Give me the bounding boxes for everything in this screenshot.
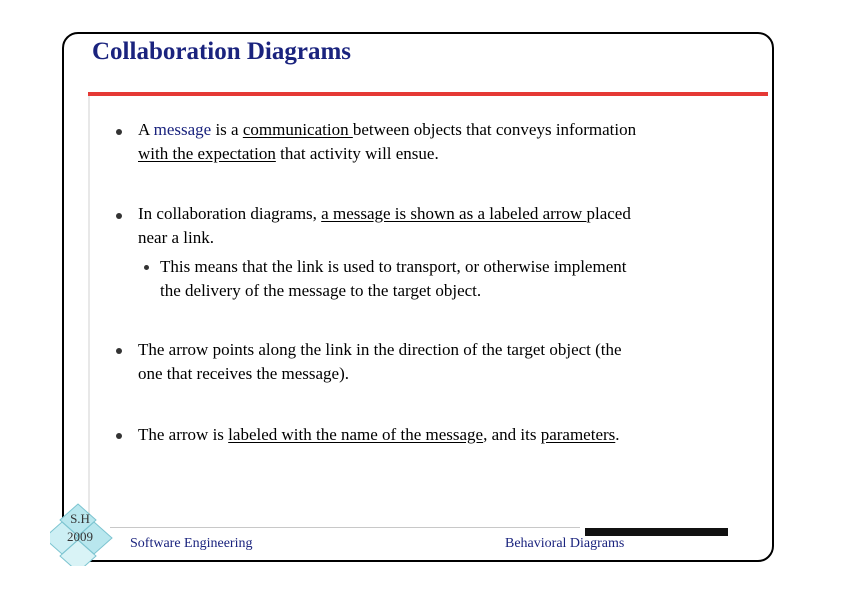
- bullet-arrow-label: [138, 423, 738, 447]
- logo-initials: S.H: [70, 511, 90, 526]
- bullet-text: A: [138, 120, 154, 139]
- bullet-text: the delivery of the message to the target object.: [160, 281, 482, 300]
- bullet-message-definition: [138, 118, 738, 166]
- footer-course-name: Software Engineering: [130, 536, 253, 551]
- bullet-text: In collaboration diagrams,: [138, 204, 322, 223]
- expectation-term: with the expectation: [138, 144, 276, 163]
- footer-rule: [110, 527, 580, 528]
- slide-title: Collaboration Diagrams: [92, 38, 352, 65]
- logo-year: 2009: [67, 529, 93, 544]
- sub-bullet-link-transport: [160, 255, 740, 303]
- bullet-text: that activity will ensue.: [275, 144, 439, 163]
- bullet-dot: [116, 129, 122, 135]
- bullet-text: placed: [586, 204, 631, 223]
- bullet-message-arrow: [138, 202, 738, 250]
- bullet-text: .: [615, 425, 620, 444]
- title-divider: [88, 92, 768, 96]
- labeled-phrase: labeled with the name of the message: [228, 425, 484, 444]
- bullet-dot: [116, 433, 122, 439]
- message-term: message: [153, 120, 212, 139]
- footer-bar: [585, 528, 728, 536]
- bullet-dot: [116, 213, 122, 219]
- bullet-arrow-direction: [138, 338, 738, 386]
- sub-bullet-dot: [144, 265, 149, 270]
- left-margin-rule: [88, 96, 90, 516]
- bullet-text: The arrow points along the link in the direction of the target object (the: [138, 340, 622, 359]
- message-arrow-phrase: a message is shown as a labeled arrow: [321, 204, 587, 223]
- footer-topic-name: Behavioral Diagrams: [505, 536, 625, 551]
- communication-term: communication: [242, 120, 353, 139]
- bullet-text: near a link.: [138, 228, 214, 247]
- bullet-text: one that receives the message).: [138, 364, 349, 383]
- parameters-term: parameters: [540, 425, 616, 444]
- bullet-text: This means that the link is used to transport, or otherwise implement: [160, 257, 627, 276]
- bullet-text: , and its: [483, 425, 541, 444]
- bullet-text: The arrow is: [138, 425, 229, 444]
- logo-caption: [60, 510, 100, 546]
- bullet-dot: [116, 348, 122, 354]
- bullet-text: between objects that conveys information: [352, 120, 637, 139]
- bullet-text: is a: [211, 120, 243, 139]
